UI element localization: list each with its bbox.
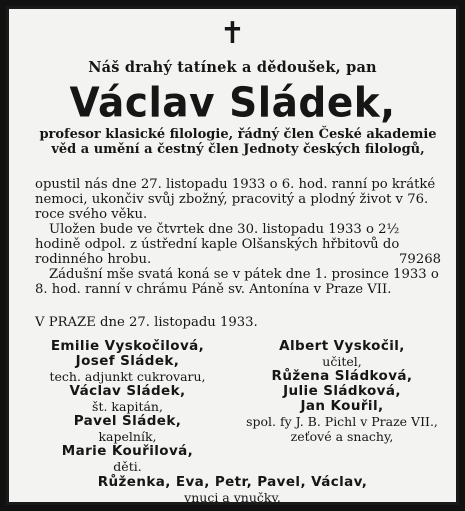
mourner-name: Václav Sládek, bbox=[69, 383, 186, 399]
intro-line: Náš drahý tatínek a dědoušek, pan bbox=[88, 59, 377, 76]
grandchildren bbox=[9, 475, 456, 505]
mourner-role: kapelník, bbox=[98, 429, 157, 444]
deceased-name: Václav Sládek, bbox=[69, 79, 396, 128]
notice-code: 79268 bbox=[399, 252, 441, 267]
mourner-name: Růžena Sládková, bbox=[271, 368, 413, 384]
burial-text: Uložen bude ve čtvrtek dne 30. listopadu 1933 o 2½ hodině odpol. z ústřední kaple Olšanských hřbitovů do rodinného hrobu. bbox=[35, 222, 400, 267]
grandchildren-names: Růženka, Eva, Petr, Pavel, Václav, bbox=[97, 474, 368, 490]
mourners-left bbox=[25, 339, 230, 474]
burial-paragraph bbox=[35, 222, 441, 267]
mourner-role: děti. bbox=[113, 459, 142, 474]
cross-icon: ✝ bbox=[219, 16, 246, 51]
mourner-role: učitel, bbox=[322, 354, 362, 369]
deceased-title: profesor klasické filologie, řádný člen České akademie věd a umění a čestný člen Jednoty českých filologů, bbox=[39, 127, 437, 157]
dateline: V PRAZE dne 27. listopadu 1933. bbox=[35, 315, 258, 330]
mourner-name: Emilie Vyskočilová, bbox=[50, 338, 205, 354]
mourner-role: tech. adjunkt cukrovaru, bbox=[49, 369, 206, 384]
mourner-name: Pavel Sládek, bbox=[73, 413, 182, 429]
grandchildren-role: vnuci a vnučky. bbox=[184, 490, 281, 505]
mourner-role: št. kapitán, bbox=[92, 399, 163, 414]
mourner-role: spol. fy J. B. Pichl v Praze VII., zeťové a snachy, bbox=[246, 414, 438, 444]
mourner-name: Albert Vyskočil, bbox=[279, 338, 405, 354]
mourner-name: Josef Sládek, bbox=[75, 353, 180, 369]
mourners-right bbox=[237, 339, 447, 444]
obituary-notice bbox=[6, 6, 459, 505]
mass-paragraph: Zádušní mše svatá koná se v pátek dne 1. prosince 1933 o 8. hod. ranní v chrámu Páně sv. Antonína v Praze VII. bbox=[35, 267, 439, 297]
death-paragraph: opustil nás dne 27. listopadu 1933 o 6. hod. ranní po krátké nemoci, ukončiv svůj zbožný, pracovitý a plodný život v 76. roce svého věku. bbox=[35, 177, 436, 222]
mourner-name: Julie Sládková, bbox=[283, 383, 401, 399]
mourner-name: Marie Kouřilová, bbox=[61, 443, 194, 459]
mourner-name: Jan Kouřil, bbox=[300, 398, 384, 414]
